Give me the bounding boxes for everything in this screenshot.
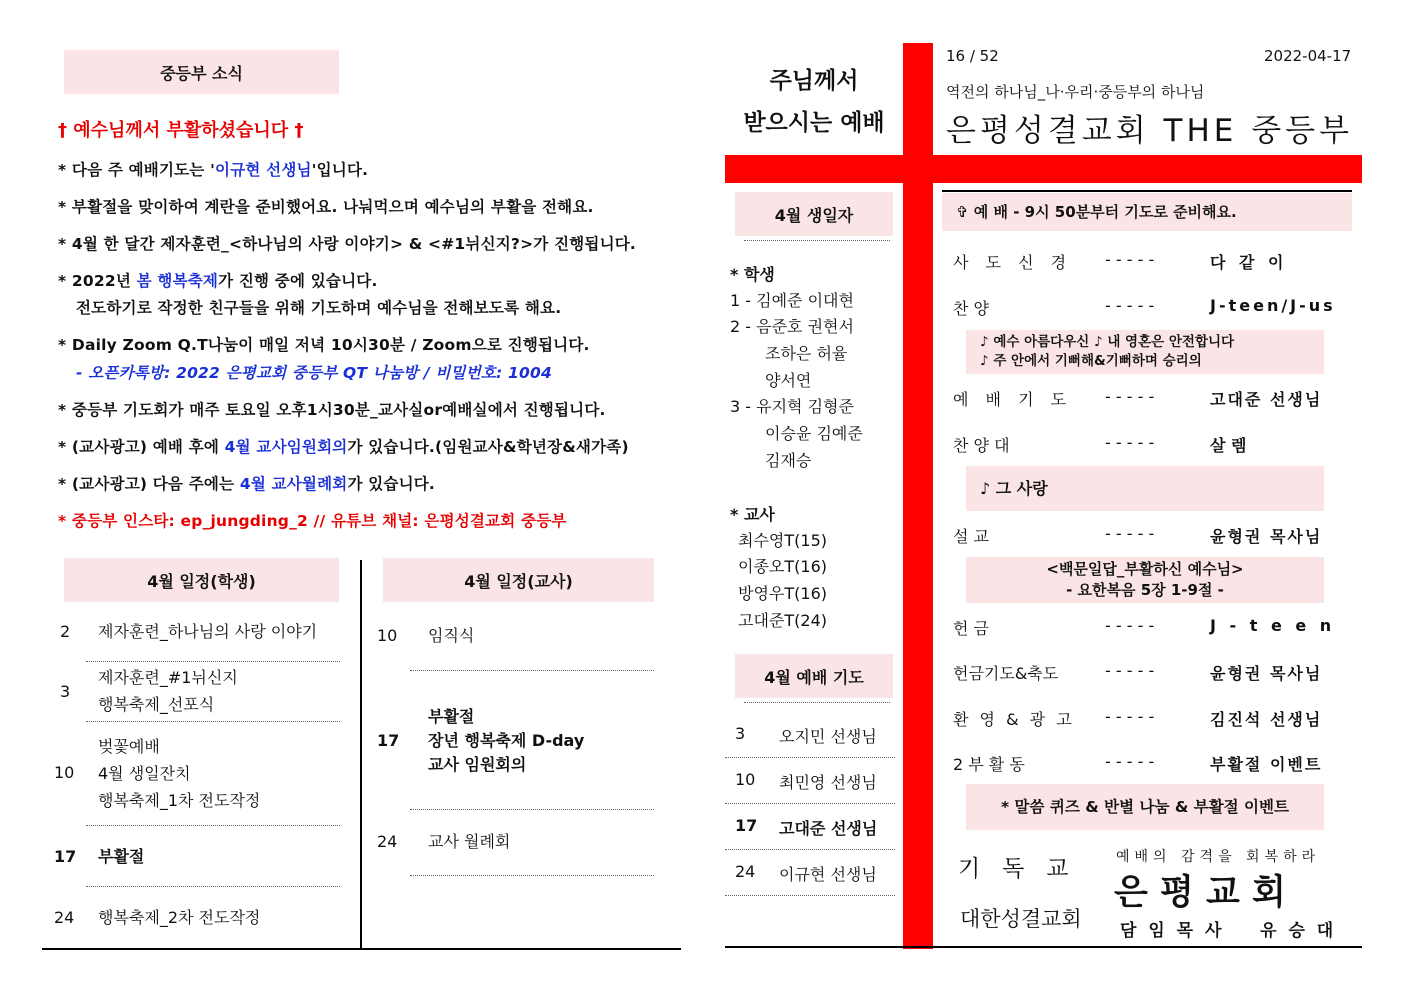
teacher-event: 임직식: [428, 626, 475, 645]
footer-church-name: 은 평 교 회: [1114, 873, 1286, 913]
order-row: 찬 양 - - - - - J-teen/J-us: [953, 296, 1336, 318]
divider: [86, 886, 340, 887]
student-event: 4월 생일잔치: [98, 764, 191, 783]
choir-song: ♪ 그 사랑: [966, 466, 1324, 511]
student-event: 제자훈련_#1뉘신지: [98, 668, 238, 687]
divider: [744, 240, 890, 241]
student-event: 벚꽃예배: [98, 737, 160, 756]
right-bottom-rule: [725, 946, 1362, 948]
divider: [725, 895, 895, 896]
student-birthday: 양서연: [765, 371, 812, 390]
hymn-list: ♪ 예수 아름다우신 ♪ 내 영혼은 안전합니다 ♪ 주 안에서 기뻐해&기뻐하며 승리의: [966, 330, 1324, 374]
news-item-1: * 다음 주 예배기도는 '이규현 선생님'입니다.: [58, 161, 369, 179]
divider: [725, 849, 895, 850]
divider: [410, 875, 654, 876]
student-event: 부활절: [98, 847, 145, 866]
teacher-day: 10: [377, 626, 398, 645]
divider: [725, 757, 895, 758]
divider: [410, 670, 654, 671]
news-item-9: * 중등부 인스타: ep_jungding_2 // 유튜브 채널: 은평성결교회 중등부: [58, 512, 567, 530]
page-number: 16 / 52: [946, 47, 999, 65]
news-item-5: * Daily Zoom Q.T나눔이 매일 저녁 10시30분 / Zoom으로 진행됩니다.: [58, 336, 590, 354]
prayer-day: 24: [735, 862, 756, 881]
teacher-event: 교사 임원회의: [428, 755, 527, 774]
order-row: 사 도 신 경 - - - - - 다 같 이: [953, 250, 1284, 272]
prayer-name: 이규현 선생님: [779, 865, 877, 884]
teacher-birthday: 최수영T(15): [738, 531, 827, 550]
teacher-birthday: 고대준T(24): [738, 611, 827, 630]
teacher-birthday: 방영우T(16): [738, 584, 827, 603]
news-item-4-line2: 전도하기로 작정한 친구들을 위해 기도하며 예수님을 전해보도록 해요.: [76, 299, 562, 317]
headline: † 예수님께서 부활하셨습니다 †: [58, 120, 304, 141]
worship-title: 주님께서 받으시는 예배: [743, 68, 885, 136]
subtitle: 역전의 하나님_나·우리·중등부의 하나님: [946, 83, 1205, 101]
news-header: 중등부 소식: [64, 50, 339, 94]
order-row: 헌금기도&축도 - - - - - 윤형권 목사님: [953, 661, 1323, 683]
student-event: 행복축제_1차 전도작정: [98, 791, 261, 810]
divider: [744, 702, 890, 703]
schedule-divider: [360, 560, 362, 950]
order-row: 예 배 기 도 - - - - - 고대준 선생님: [953, 387, 1323, 409]
teacher-event: 부활절: [428, 707, 475, 726]
news-item-7: * (교사광고) 예배 후에 4월 교사임원회의가 있습니다.(임원교사&학년장&새가족): [58, 438, 629, 456]
student-day: 3: [60, 682, 71, 701]
prayer-name: 오지민 선생님: [779, 727, 877, 746]
student-day: 2: [60, 622, 71, 641]
teacher-event: 장년 행복축제 D-day: [428, 731, 585, 750]
news-item-6: * 중등부 기도회가 매주 토요일 오후1시30분_교사실or예배실에서 진행됩니다.: [58, 401, 606, 419]
footer-denomination: 대한성결교회: [960, 907, 1082, 931]
teachers-label: * 교사: [730, 505, 775, 524]
divider: [725, 803, 895, 804]
footer-slogan: 예배의 감격을 회복하라: [1116, 849, 1321, 865]
teacher-schedule-header: 4월 일정(교사): [383, 558, 654, 602]
teacher-day: 24: [377, 832, 398, 851]
students-label: * 학생: [730, 265, 775, 284]
student-schedule-header: 4월 일정(학생): [64, 558, 339, 602]
prayer-name: 최민영 선생님: [779, 773, 877, 792]
prayer-name: 고대준 선생님: [779, 819, 878, 838]
news-item-4: * 2022년 봄 행복축제가 진행 중에 있습니다.: [58, 272, 378, 290]
sermon-title: <백문일답_부활하신 예수님> - 요한복음 5장 1-9절 -: [966, 557, 1324, 603]
news-item-8: * (교사광고) 다음 주에는 4월 교사월례회가 있습니다.: [58, 475, 436, 493]
student-birthday: 3 - 유지혁 김형준: [730, 397, 854, 416]
birthday-header: 4월 생일자: [735, 192, 893, 236]
teacher-day: 17: [377, 731, 400, 750]
divider: [410, 809, 654, 810]
left-bottom-rule: [42, 948, 681, 950]
church-title: 은평성결교회 THE 중등부: [946, 113, 1354, 149]
prayer-day: 10: [735, 770, 756, 789]
order-row: 헌 금 - - - - - J - t e e n: [953, 616, 1336, 638]
student-event: 행복축제_2차 전도작정: [98, 908, 261, 927]
event-banner: * 말씀 퀴즈 & 반별 나눔 & 부활절 이벤트: [966, 784, 1324, 830]
student-birthday: 이승윤 김예준: [765, 424, 863, 443]
teacher-event: 교사 월례회: [428, 832, 511, 851]
student-day: 17: [54, 847, 77, 866]
divider: [86, 661, 340, 662]
teacher-birthday: 이종오T(16): [738, 557, 827, 576]
bulletin-date: 2022-04-17: [1264, 47, 1352, 65]
divider: [86, 721, 340, 722]
student-birthday: 2 - 음준호 권현서: [730, 317, 854, 336]
student-birthday: 1 - 김예준 이대현: [730, 291, 854, 310]
worship-time-banner: ✞ 예 배 - 9시 50분부터 기도로 준비해요.: [942, 193, 1352, 231]
student-birthday: 조하은 허율: [765, 344, 848, 363]
prayer-day: 17: [735, 816, 758, 835]
news-item-2: * 부활절을 맞이하여 계란을 준비했어요. 나눠먹으며 예수님의 부활을 전해요.: [58, 198, 594, 216]
cross-horizontal: [725, 155, 1362, 183]
student-day: 10: [54, 763, 75, 782]
order-row: 찬 양 대 - - - - - 살 렘: [953, 433, 1247, 455]
prayer-day: 3: [735, 724, 746, 743]
divider: [86, 825, 340, 826]
prayer-header: 4월 예배 기도: [735, 654, 893, 698]
footer-pastor: 담 임 목 사 유 승 대: [1120, 921, 1337, 941]
news-item-3: * 4월 한 달간 제자훈련_<하나님의 사랑 이야기> & <#1뉘신지?>가 진행됩니다.: [58, 235, 637, 253]
order-row: 설 교 - - - - - 윤형권 목사님: [953, 524, 1323, 546]
order-row: 2 부 활 동 - - - - - 부활절 이벤트: [953, 752, 1323, 774]
student-birthday: 김재승: [765, 451, 812, 470]
student-day: 24: [54, 908, 75, 927]
footer-kidokgyo: 기 독 교: [958, 856, 1069, 882]
student-event: 행복축제_선포식: [98, 695, 215, 714]
news-item-5-line2: - 오픈카톡방: 2022 은평교회 중등부 QT 나눔방 / 비밀번호: 1004: [76, 364, 552, 382]
worship-top-rule: [942, 190, 1352, 192]
order-row: 환 영 & 광 고 - - - - - 김진석 선생님: [953, 707, 1323, 729]
student-event: 제자훈련_하나님의 사랑 이야기: [98, 622, 318, 641]
